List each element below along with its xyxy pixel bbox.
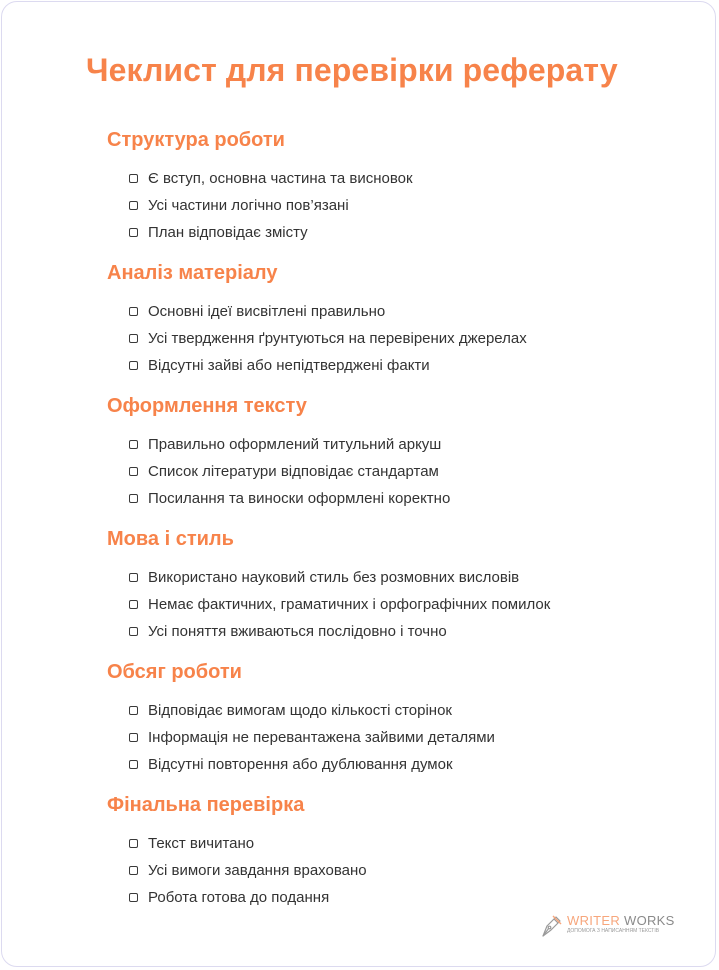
checkbox[interactable]	[129, 174, 138, 183]
logo-wordmark: WRITER WORKS	[567, 913, 675, 928]
checklist-item-label: Список літератури відповідає стандартам	[148, 462, 439, 480]
checkbox[interactable]	[129, 361, 138, 370]
checklist-item-label: Основні ідеї висвітлені правильно	[148, 302, 386, 320]
checkbox[interactable]	[129, 893, 138, 902]
checklist-item[interactable]	[129, 621, 447, 641]
checklist-item-label: Текст вичитано	[148, 834, 255, 852]
checkbox[interactable]	[129, 600, 138, 609]
checklist-item-label: Інформація не перевантажена зайвими деталями	[148, 728, 495, 746]
checkbox[interactable]	[129, 573, 138, 582]
checklist-item-label: Усі частини логічно пов’язані	[148, 196, 349, 214]
checklist-item[interactable]	[129, 727, 495, 747]
checkbox[interactable]	[129, 440, 138, 449]
section-title-volume: Обсяг роботи	[107, 661, 242, 683]
checkbox[interactable]	[129, 627, 138, 636]
checkbox[interactable]	[129, 866, 138, 875]
checklist-item-label: Робота готова до подання	[148, 888, 330, 906]
checklist-item-label: Відповідає вимогам щодо кількості сторінок	[148, 701, 452, 719]
checklist-item[interactable]	[129, 355, 430, 375]
checklist-item[interactable]	[129, 700, 452, 720]
section-title-structure: Структура роботи	[107, 129, 285, 151]
checklist-item[interactable]	[129, 222, 308, 242]
checklist-item[interactable]	[129, 754, 453, 774]
page-title: Чеклист для перевірки реферату	[86, 52, 618, 88]
checkbox[interactable]	[129, 839, 138, 848]
checkbox[interactable]	[129, 334, 138, 343]
checklist-item[interactable]	[129, 887, 329, 907]
checklist-card	[1, 1, 716, 967]
checkbox[interactable]	[129, 467, 138, 476]
checklist-item-label: План відповідає змісту	[148, 223, 308, 241]
checklist-item[interactable]	[129, 461, 439, 481]
checklist-item[interactable]	[129, 567, 519, 587]
checklist-item-label: Відсутні повторення або дублювання думок	[148, 755, 453, 773]
pen-nib-icon	[540, 913, 564, 939]
checklist-item-label: Використано науковий стиль без розмовних висловів	[148, 568, 520, 586]
checklist-item-label: Немає фактичних, граматичних і орфографічних помилок	[148, 595, 551, 613]
checkbox[interactable]	[129, 760, 138, 769]
checklist-item-label: Відсутні зайві або непідтверджені факти	[148, 356, 430, 374]
checklist-item[interactable]	[129, 168, 413, 188]
checklist-item[interactable]	[129, 301, 385, 321]
checkbox[interactable]	[129, 733, 138, 742]
checkbox[interactable]	[129, 201, 138, 210]
section-title-language: Мова і стиль	[107, 528, 234, 550]
logo-tagline: ДОПОМОГА З НАПИСАННЯМ ТЕКСТІВ	[567, 928, 660, 934]
checklist-item-label: Посилання та виноски оформлені коректно	[148, 489, 451, 507]
checklist-item[interactable]	[129, 434, 441, 454]
checkbox[interactable]	[129, 228, 138, 237]
checklist-item[interactable]	[129, 195, 349, 215]
checklist-item[interactable]	[129, 860, 367, 880]
checkbox[interactable]	[129, 706, 138, 715]
checkbox[interactable]	[129, 307, 138, 316]
checklist-item[interactable]	[129, 328, 527, 348]
checklist-item-label: Усі твердження ґрунтуються на перевірених джерелах	[148, 329, 527, 347]
section-title-formatting: Оформлення тексту	[107, 395, 307, 417]
writer-works-logo	[540, 913, 675, 939]
checklist-item[interactable]	[129, 594, 550, 614]
checkbox[interactable]	[129, 494, 138, 503]
checklist-item[interactable]	[129, 488, 450, 508]
checklist-item-label: Усі поняття вживаються послідовно і точно	[148, 622, 447, 640]
checklist-item-label: Є вступ, основна частина та висновок	[148, 169, 413, 187]
section-title-final-check: Фінальна перевірка	[107, 794, 305, 816]
section-title-analysis: Аналіз матеріалу	[107, 262, 278, 284]
checklist-item-label: Усі вимоги завдання враховано	[148, 861, 367, 879]
checklist-item[interactable]	[129, 833, 254, 853]
checklist-item-label: Правильно оформлений титульний аркуш	[148, 435, 442, 453]
